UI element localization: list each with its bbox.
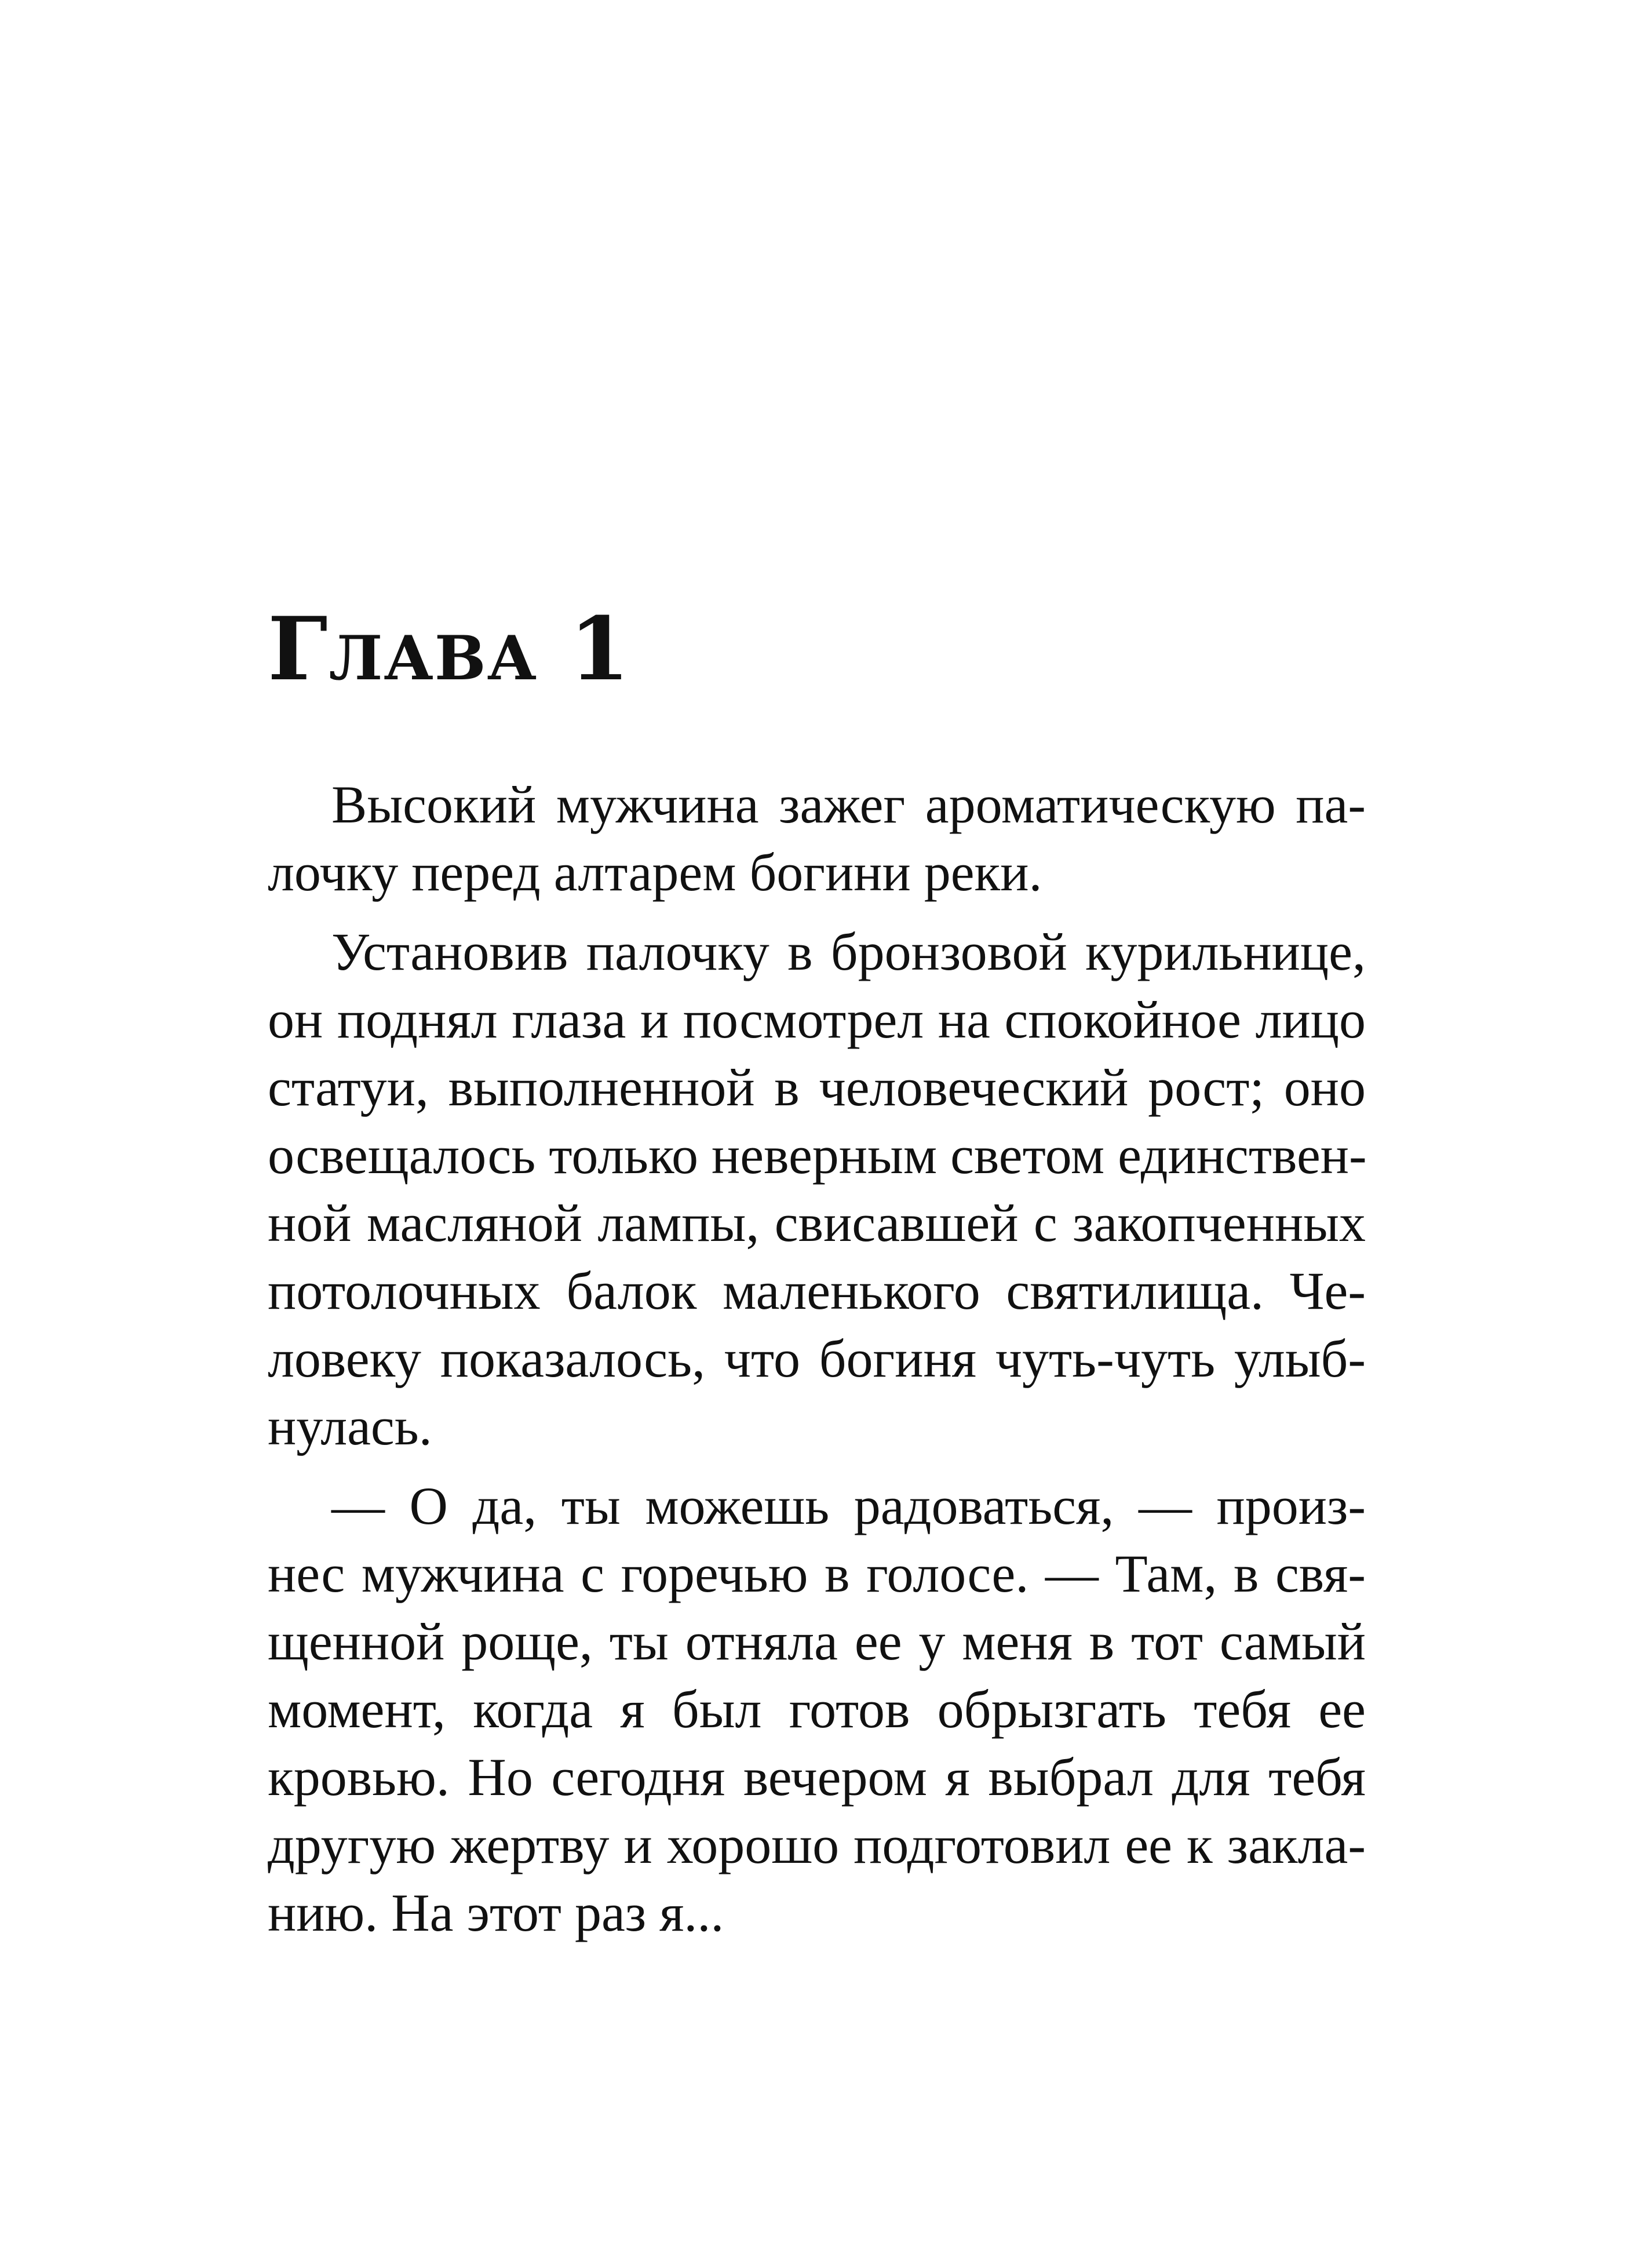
text-line: другую жертву и хорошо подготовил ее к закла-	[268, 1815, 1366, 1874]
paragraph-2	[268, 918, 1366, 1461]
text-line: освещалось только неверным светом единствен-	[268, 1126, 1367, 1185]
text-line: щенной роще, ты отняла ее у меня в тот самый	[268, 1612, 1366, 1671]
text-line: Высокий мужчина зажег ароматическую па-	[331, 775, 1366, 834]
text-line: — О да, ты можешь радоваться, — произ-	[331, 1476, 1366, 1535]
text-line: нулась.	[268, 1397, 432, 1456]
paragraph-3	[268, 1472, 1366, 1947]
text-line: нию. На этот раз я...	[268, 1883, 724, 1942]
text-line: он поднял глаза и посмотрел на спокойное лицо	[268, 990, 1366, 1049]
text-line: нес мужчина с горечью в голосе. — Там, в свя-	[268, 1544, 1366, 1603]
text-line: статуи, выполненной в человеческий рост; оно	[268, 1058, 1366, 1117]
text-line: лочку перед алтарем богини реки.	[268, 843, 1042, 902]
text-line: момент, когда я был готов обрызгать тебя ее	[268, 1680, 1366, 1739]
text-line: ной масляной лампы, свисавшей с закопченных	[268, 1193, 1366, 1253]
chapter-title: Глава 1	[268, 598, 631, 700]
chapter-body	[268, 771, 1366, 1958]
text-line: кровью. Но сегодня вечером я выбрал для тебя	[268, 1748, 1366, 1807]
text-line: Установив палочку в бронзовой курильнице,	[331, 922, 1366, 981]
text-line: потолочных балок маленького святилища. Че-	[268, 1261, 1366, 1320]
paragraph-1	[268, 771, 1366, 907]
text-line: ловеку показалось, что богиня чуть-чуть улыб-	[268, 1329, 1366, 1388]
